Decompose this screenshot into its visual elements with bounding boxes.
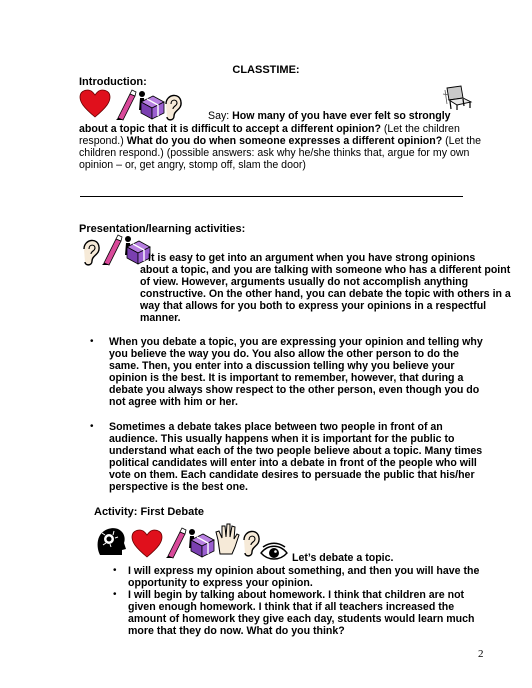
heart-icon bbox=[132, 530, 162, 558]
bullet-marker: • bbox=[90, 421, 94, 432]
bullet2-line-3: understand what each of the two people believe about a topic. Many times bbox=[109, 445, 483, 457]
bullet2-line-6: perspective is the best one. bbox=[109, 481, 248, 493]
para1-line-3: of view. However, arguments usually do not accomplish anything bbox=[140, 276, 469, 288]
para1-line-4: constructive. On the other hand, you can debate the topic with others in a bbox=[140, 288, 511, 300]
intro-line-4: children respond.) (possible answers: ask why he/she thinks that, argue for my own bbox=[79, 147, 470, 159]
bullet1-line-5: debate you always show respect to the other person, even though you do bbox=[109, 384, 480, 396]
intro-icon-row bbox=[80, 88, 184, 124]
activity-heading: Activity: First Debate bbox=[94, 506, 205, 518]
bullet1-line-6: not agree with him or her. bbox=[109, 396, 238, 408]
intro-line-2-rest: (Let the children bbox=[380, 123, 460, 135]
bullet1-line-4: opinion is the best. It is important to remember, however, that during a bbox=[109, 372, 464, 384]
bullet1-line-3: same. Then, you enter into a discussion telling why you believe your bbox=[109, 360, 455, 372]
ear-icon bbox=[162, 90, 184, 122]
heart-icon bbox=[80, 90, 110, 118]
bullet2-line-4: political candidates will enter into a debate in front of the people who will bbox=[109, 457, 477, 469]
intro-line-3 bbox=[79, 135, 482, 147]
bullet-marker: • bbox=[113, 565, 117, 576]
bullet2-line-5: vote on them. Each candidate desires to persuade the public that his/her bbox=[109, 469, 475, 481]
intro-say-line bbox=[208, 110, 451, 122]
para1-line-2: about a topic, and you are talking with someone who has a different point bbox=[140, 264, 511, 276]
activity-bullet2-line-2: given enough homework. I think that if all teachers increased the bbox=[128, 601, 455, 613]
bullet1-line-1: When you debate a topic, you are expressing your opinion and telling why bbox=[109, 336, 483, 348]
eye-icon bbox=[260, 544, 288, 562]
say-label: Say: bbox=[208, 110, 230, 122]
activity-icon-row bbox=[94, 522, 290, 562]
bullet-marker: • bbox=[113, 589, 117, 600]
head-thinking-icon bbox=[94, 525, 128, 559]
page-number: 2 bbox=[478, 648, 484, 660]
say-question: How many of you have ever felt so strongly bbox=[232, 110, 451, 122]
para1-line-1: It is easy to get into an argument when you have strong opinions bbox=[148, 252, 476, 264]
hand-icon bbox=[214, 522, 240, 556]
activity-bullet2-line-1: I will begin by talking about homework. I think that children are not bbox=[128, 589, 465, 601]
intro-line-3-rest: (Let the bbox=[442, 135, 482, 147]
intro-line-2-bold: about a topic that it is difficult to accept a different opinion? bbox=[79, 123, 381, 135]
activity-bullet2-line-3: amount of homework they give each day, students would learn much bbox=[128, 613, 475, 625]
ear-icon bbox=[240, 526, 262, 556]
page-title: CLASSTIME: bbox=[232, 64, 300, 76]
intro-line-3-a: respond.) bbox=[79, 135, 127, 147]
para1-line-5: way that allows for you both to express your opinions in a respectful bbox=[140, 300, 487, 312]
intro-heading: Introduction: bbox=[79, 76, 147, 88]
activity-lead: Let’s debate a topic. bbox=[292, 552, 394, 564]
intro-line-5: opinion – or, get angry, stomp off, slam the door) bbox=[79, 159, 306, 171]
horizontal-rule bbox=[80, 196, 463, 197]
para1-line-6: manner. bbox=[140, 312, 181, 324]
ear-icon bbox=[80, 235, 102, 265]
intro-line-2 bbox=[79, 123, 474, 135]
presentation-icon-row bbox=[80, 233, 150, 265]
bullet2-line-2: audience. This usually happens when it is important for the public to bbox=[109, 433, 455, 445]
gift-box-icon bbox=[188, 528, 216, 558]
activity-bullet1-line-2: opportunity to express your opinion. bbox=[128, 577, 313, 589]
activity-bullet2-line-4: more that they do now. What do you think? bbox=[128, 625, 345, 637]
activity-bullet1-line-1: I will express my opinion about something, and then you will have the bbox=[128, 565, 480, 577]
bullet2-line-1: Sometimes a debate takes place between two people in front of an bbox=[109, 421, 443, 433]
presentation-heading: Presentation/learning activities: bbox=[79, 223, 246, 235]
bullet-marker: • bbox=[90, 336, 94, 347]
bullet1-line-2: you believe the way you do. You also allow the other person to do the bbox=[109, 348, 459, 360]
intro-line-3-bold: What do you do when someone expresses a different opinion? bbox=[126, 135, 443, 147]
chair-icon bbox=[441, 84, 475, 110]
